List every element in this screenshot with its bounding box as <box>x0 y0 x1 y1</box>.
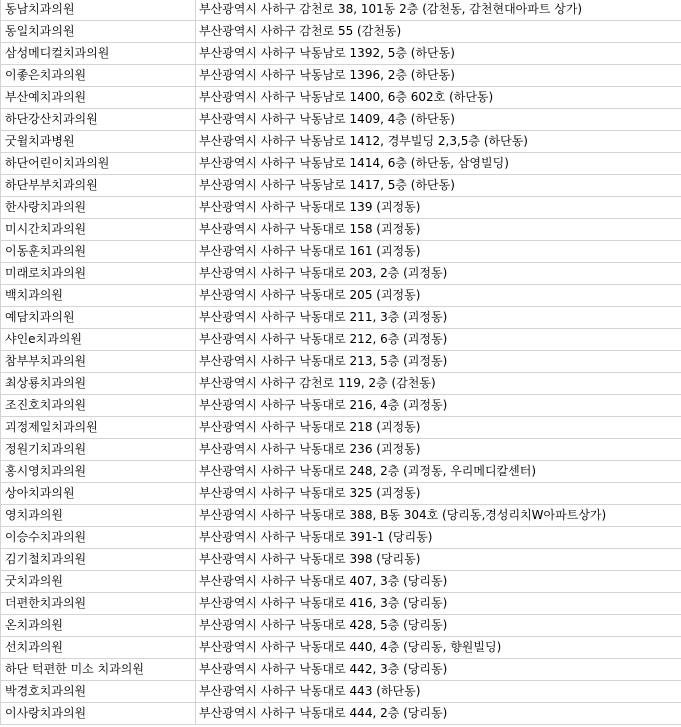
table-row[interactable] <box>1 659 681 681</box>
clinic-name-cell[interactable]: 이좋은치과의원 <box>1 65 196 87</box>
table-row[interactable] <box>1 219 681 241</box>
clinic-name-cell[interactable]: 상아치과의원 <box>1 483 196 505</box>
table-row[interactable] <box>1 329 681 351</box>
clinic-address-cell[interactable]: 부산광역시 사하구 낙동대로 444, 2층 (당리동) <box>196 703 681 725</box>
table-row[interactable] <box>1 43 681 65</box>
clinic-name-cell[interactable]: 이승수치과의원 <box>1 527 196 549</box>
clinic-name-cell[interactable]: 이동훈치과의원 <box>1 241 196 263</box>
table-row[interactable] <box>1 593 681 615</box>
clinic-name-cell[interactable]: 굿치과의원 <box>1 571 196 593</box>
clinic-name-cell[interactable]: 하단어린이치과의원 <box>1 153 196 175</box>
table-row[interactable] <box>1 527 681 549</box>
clinic-address-cell[interactable]: 부산광역시 사하구 낙동대로 248, 2층 (괴정동, 우리메디칼센터) <box>196 461 681 483</box>
clinic-address-cell[interactable]: 부산광역시 사하구 낙동대로 161 (괴정동) <box>196 241 681 263</box>
clinic-name-cell[interactable]: 하단강산치과의원 <box>1 109 196 131</box>
clinic-address-cell[interactable]: 부산광역시 사하구 낙동대로 442, 3층 (당리동) <box>196 659 681 681</box>
clinic-address-cell[interactable]: 부산광역시 사하구 낙동대로 391-1 (당리동) <box>196 527 681 549</box>
table-row[interactable] <box>1 461 681 483</box>
clinic-name-cell[interactable]: 샤인e치과의원 <box>1 329 196 351</box>
table-row[interactable] <box>1 0 681 21</box>
clinic-address-cell[interactable]: 부산광역시 사하구 낙동대로 218 (괴정동) <box>196 417 681 439</box>
table-row[interactable] <box>1 395 681 417</box>
clinic-address-cell[interactable]: 부산광역시 사하구 낙동대로 443 (하단동) <box>196 681 681 703</box>
table-row[interactable] <box>1 571 681 593</box>
clinic-name-cell[interactable]: 온치과의원 <box>1 615 196 637</box>
clinic-address-cell[interactable]: 부산광역시 사하구 낙동대로 428, 5층 (당리동) <box>196 615 681 637</box>
clinic-name-cell[interactable]: 더편한치과의원 <box>1 593 196 615</box>
clinic-name-cell[interactable]: 부산예치과의원 <box>1 87 196 109</box>
table-row[interactable] <box>1 87 681 109</box>
table-row[interactable] <box>1 65 681 87</box>
clinic-address-cell[interactable]: 부산광역시 사하구 감천로 55 (감천동) <box>196 21 681 43</box>
table-row[interactable] <box>1 637 681 659</box>
table-row[interactable] <box>1 417 681 439</box>
clinic-name-cell[interactable]: 굿윌치과병원 <box>1 131 196 153</box>
clinic-name-cell[interactable]: 김기철치과의원 <box>1 549 196 571</box>
clinic-address-cell[interactable]: 부산광역시 사하구 낙동대로 205 (괴정동) <box>196 285 681 307</box>
clinic-address-cell[interactable]: 부산광역시 사하구 낙동대로 216, 4층 (괴정동) <box>196 395 681 417</box>
clinic-name-cell[interactable]: 이사랑치과의원 <box>1 703 196 725</box>
clinic-address-cell[interactable]: 부산광역시 사하구 낙동남로 1392, 5층 (하단동) <box>196 43 681 65</box>
table-row[interactable] <box>1 549 681 571</box>
clinic-address-cell[interactable]: 부산광역시 사하구 감천로 38, 101동 2층 (감천동, 감천현대아파트 상가) <box>196 0 681 21</box>
clinic-name-cell[interactable]: 최상룡치과의원 <box>1 373 196 395</box>
table-row[interactable] <box>1 153 681 175</box>
clinic-name-cell[interactable]: 영치과의원 <box>1 505 196 527</box>
table-row[interactable] <box>1 197 681 219</box>
table-row[interactable] <box>1 175 681 197</box>
table-row[interactable] <box>1 263 681 285</box>
table-row[interactable] <box>1 483 681 505</box>
clinic-address-cell[interactable]: 부산광역시 사하구 낙동대로 158 (괴정동) <box>196 219 681 241</box>
clinic-name-cell[interactable]: 선치과의원 <box>1 637 196 659</box>
clinic-address-cell[interactable]: 부산광역시 사하구 낙동대로 398 (당리동) <box>196 549 681 571</box>
clinic-name-cell[interactable]: 미래로치과의원 <box>1 263 196 285</box>
clinic-name-cell[interactable]: 조진호치과의원 <box>1 395 196 417</box>
table-row[interactable] <box>1 439 681 461</box>
clinic-name-cell[interactable]: 한사랑치과의원 <box>1 197 196 219</box>
table-row[interactable] <box>1 21 681 43</box>
clinic-name-cell[interactable]: 홍시영치과의원 <box>1 461 196 483</box>
table-row[interactable] <box>1 241 681 263</box>
clinic-name-cell[interactable]: 미시간치과의원 <box>1 219 196 241</box>
clinic-address-cell[interactable]: 부산광역시 사하구 낙동대로 325 (괴정동) <box>196 483 681 505</box>
clinic-name-cell[interactable]: 예담치과의원 <box>1 307 196 329</box>
clinic-name-cell[interactable]: 하단부부치과의원 <box>1 175 196 197</box>
table-row[interactable] <box>1 285 681 307</box>
clinic-name-cell[interactable]: 하단 턱편한 미소 치과의원 <box>1 659 196 681</box>
clinic-address-cell[interactable]: 부산광역시 사하구 낙동남로 1400, 6층 602호 (하단동) <box>196 87 681 109</box>
clinic-address-cell[interactable]: 부산광역시 사하구 낙동대로 440, 4층 (당리동, 향원빌딩) <box>196 637 681 659</box>
clinic-address-cell[interactable]: 부산광역시 사하구 감천로 119, 2층 (감천동) <box>196 373 681 395</box>
clinic-address-cell[interactable]: 부산광역시 사하구 낙동대로 203, 2층 (괴정동) <box>196 263 681 285</box>
clinic-name-cell[interactable]: 참부부치과의원 <box>1 351 196 373</box>
clinic-name-cell[interactable]: 백치과의원 <box>1 285 196 307</box>
clinic-name-cell[interactable]: 동남치과의원 <box>1 0 196 21</box>
table-row[interactable] <box>1 615 681 637</box>
table-row[interactable] <box>1 307 681 329</box>
clinic-name-cell[interactable]: 삼성메디컬치과의원 <box>1 43 196 65</box>
table-row[interactable] <box>1 703 681 725</box>
clinic-address-cell[interactable]: 부산광역시 사하구 낙동대로 211, 3층 (괴정동) <box>196 307 681 329</box>
clinic-address-cell[interactable]: 부산광역시 사하구 낙동대로 212, 6층 (괴정동) <box>196 329 681 351</box>
clinic-address-cell[interactable]: 부산광역시 사하구 낙동남로 1396, 2층 (하단동) <box>196 65 681 87</box>
clinic-address-cell[interactable]: 부산광역시 사하구 낙동대로 236 (괴정동) <box>196 439 681 461</box>
clinic-address-cell[interactable]: 부산광역시 사하구 낙동대로 407, 3층 (당리동) <box>196 571 681 593</box>
clinic-table-body <box>1 0 681 725</box>
clinic-address-cell[interactable]: 부산광역시 사하구 낙동대로 139 (괴정동) <box>196 197 681 219</box>
table-row[interactable] <box>1 373 681 395</box>
clinic-name-cell[interactable]: 괴정제일치과의원 <box>1 417 196 439</box>
table-row[interactable] <box>1 131 681 153</box>
table-row[interactable] <box>1 505 681 527</box>
clinic-address-cell[interactable]: 부산광역시 사하구 낙동남로 1414, 6층 (하단동, 삼영빌딩) <box>196 153 681 175</box>
clinic-address-cell[interactable]: 부산광역시 사하구 낙동대로 388, B동 304호 (당리동,경성리치W아파트상가) <box>196 505 681 527</box>
clinic-address-cell[interactable]: 부산광역시 사하구 낙동남로 1412, 경부빌딩 2,3,5층 (하단동) <box>196 131 681 153</box>
clinic-address-cell[interactable]: 부산광역시 사하구 낙동남로 1409, 4층 (하단동) <box>196 109 681 131</box>
clinic-name-cell[interactable]: 정원기치과의원 <box>1 439 196 461</box>
table-row[interactable] <box>1 351 681 373</box>
clinic-address-cell[interactable]: 부산광역시 사하구 낙동대로 416, 3층 (당리동) <box>196 593 681 615</box>
clinic-address-cell[interactable]: 부산광역시 사하구 낙동대로 213, 5층 (괴정동) <box>196 351 681 373</box>
clinic-name-cell[interactable]: 동일치과의원 <box>1 21 196 43</box>
table-row[interactable] <box>1 109 681 131</box>
table-row[interactable] <box>1 681 681 703</box>
clinic-name-cell[interactable]: 박경호치과의원 <box>1 681 196 703</box>
clinic-address-cell[interactable]: 부산광역시 사하구 낙동남로 1417, 5층 (하단동) <box>196 175 681 197</box>
